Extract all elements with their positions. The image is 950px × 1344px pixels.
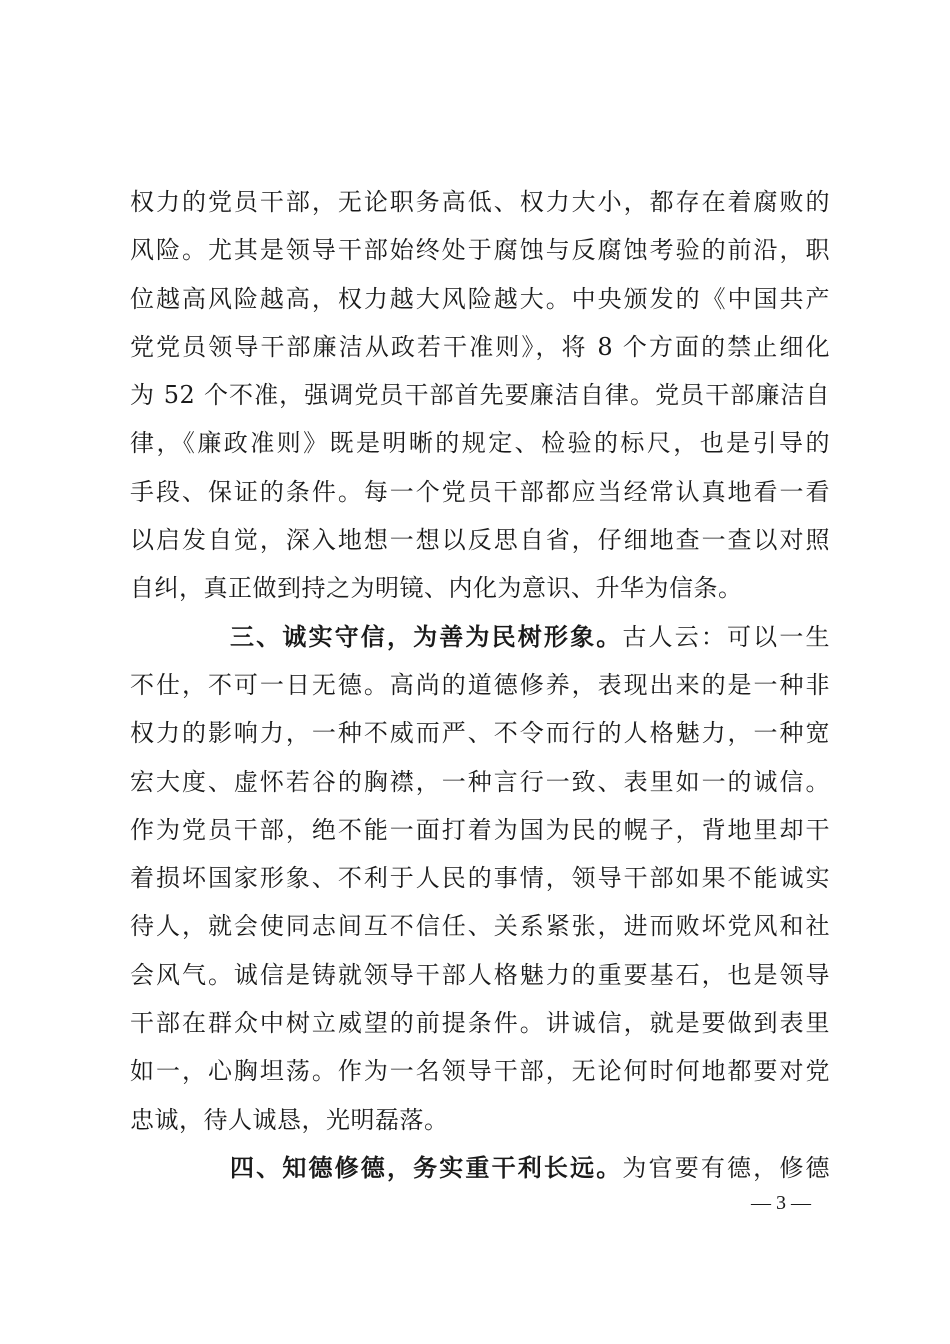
text-span: 为官要有德，修德 bbox=[622, 1153, 831, 1182]
text-line: 自纠，真正做到持之为明镜、内化为意识、升华为信条。 bbox=[130, 574, 743, 603]
text-line: 如一，心胸坦荡。作为一名领导干部，无论何时何地都要对党 bbox=[130, 1057, 830, 1086]
paragraph-first-line bbox=[130, 613, 830, 661]
text-line: 以启发自觉，深入地想一想以反思自省，仔细地查一查以对照 bbox=[130, 526, 830, 555]
text-line: 不仕，不可一日无德。高尚的道德修养，表现出来的是一种非 bbox=[130, 670, 830, 699]
paragraph-2 bbox=[130, 613, 830, 1144]
text-line: 会风气。诚信是铸就领导干部人格魅力的重要基石，也是领导 bbox=[130, 960, 830, 989]
text-line: 忠诚，待人诚恳，光明磊落。 bbox=[130, 1105, 449, 1134]
text-line: 权力的党员干部，无论职务高低、权力大小，都存在着腐败的 bbox=[130, 188, 830, 216]
paragraph-3 bbox=[130, 1144, 830, 1192]
text-line: 律，《廉政准则》既是明晰的规定、检验的标尺，也是引导的 bbox=[130, 429, 830, 458]
paragraph-first-line bbox=[130, 1144, 830, 1192]
document-page bbox=[130, 178, 830, 1192]
text-line: 干部在群众中树立威望的前提条件。讲诚信，就是要做到表里 bbox=[130, 1009, 830, 1038]
text-line: 着损坏国家形象、不利于人民的事情，领导干部如果不能诚实 bbox=[130, 864, 830, 893]
text-line: 待人，就会使同志间互不信任、关系紧张，进而败坏党风和社 bbox=[130, 912, 830, 941]
section-heading: 四、知德修德，务实重干利长远。 bbox=[230, 1153, 623, 1182]
page-number: — 3 — bbox=[751, 1192, 811, 1214]
text-line: 为 52 个不准，强调党员干部首先要廉洁自律。党员干部廉洁自 bbox=[130, 381, 830, 410]
text-span: 古人云：可以一生 bbox=[622, 622, 831, 651]
text-line: 党党员领导干部廉洁从政若干准则》，将 8 个方面的禁止细化 bbox=[130, 332, 830, 361]
section-heading: 三、诚实守信，为善为民树形象。 bbox=[230, 622, 623, 651]
text-line: 风险。尤其是领导干部始终处于腐蚀与反腐蚀考验的前沿，职 bbox=[130, 236, 830, 265]
paragraph-1 bbox=[130, 178, 830, 613]
text-line: 作为党员干部，绝不能一面打着为国为民的幌子，背地里却干 bbox=[130, 815, 830, 844]
text-line: 位越高风险越高，权力越大风险越大。中央颁发的《中国共产 bbox=[130, 284, 830, 313]
text-line: 权力的影响力，一种不威而严、不令而行的人格魅力，一种宽 bbox=[130, 719, 830, 748]
text-line: 手段、保证的条件。每一个党员干部都应当经常认真地看一看 bbox=[130, 477, 830, 506]
text-line: 宏大度、虚怀若谷的胸襟，一种言行一致、表里如一的诚信。 bbox=[130, 767, 830, 796]
